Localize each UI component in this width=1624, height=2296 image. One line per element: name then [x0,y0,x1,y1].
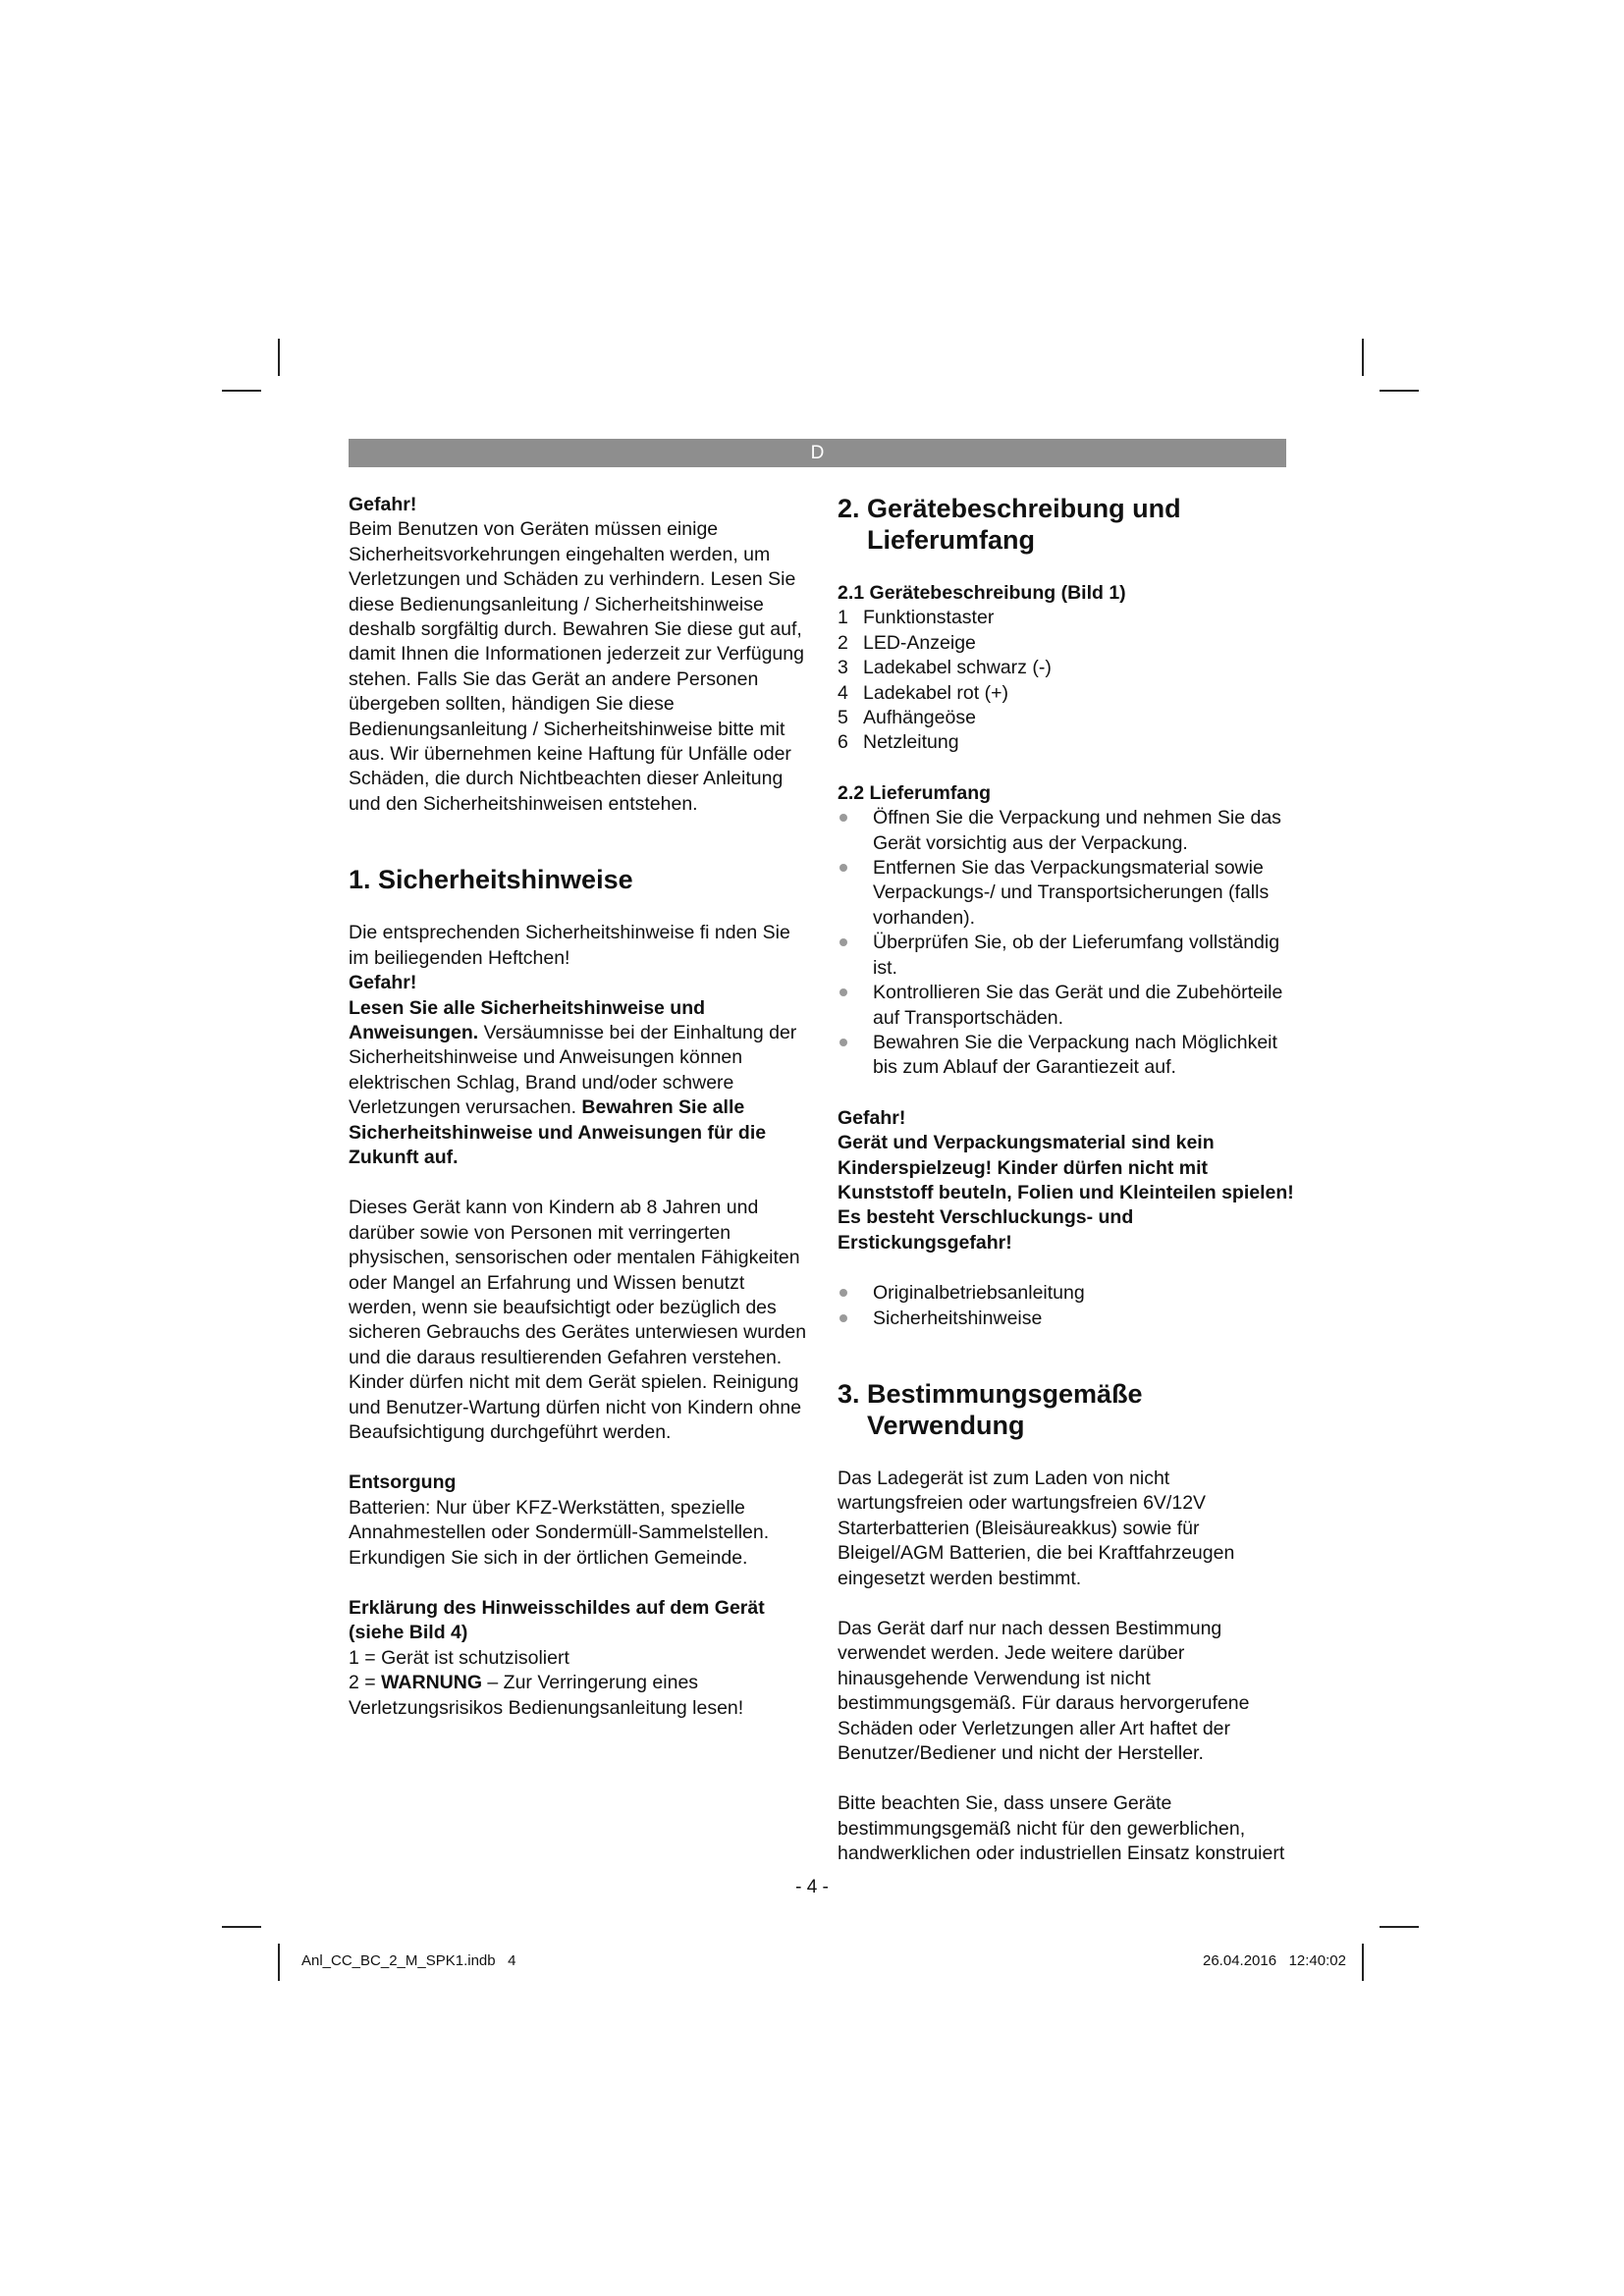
documents-list [838,1281,1294,1331]
crop-mark [278,1944,280,1981]
list-item: Überprüfen Sie, ob der Lieferumfang vollständig ist. [838,931,1294,981]
item-label: Netzleitung [863,731,959,754]
list-item [838,730,1294,755]
list-item: Bewahren Sie die Verpackung nach Möglichkeit bis zum Ablauf der Garantiezeit auf. [838,1031,1294,1081]
children-paragraph: Dieses Gerät kann von Kindern ab 8 Jahren und darüber sowie von Personen mit verringerten physischen, sensorischen oder mentalen Fähigkeiten oder Mangel an Erfahrung und Wissen benutzt werden, wenn sie beaufsichtigt oder bezüglich des sicheren Gebrauchs des Gerätes unterwiesen wurden und die daraus resultierenden Gefahren verstehen. Kinder dürfen nicht mit dem Gerät spielen. Reinigung und Benutzer-Wartung dürfen nicht von Kindern ohne Beaufsichtigung durchgeführt werden. [349,1197,807,1443]
crop-mark [1380,1926,1419,1928]
item-number: 6 [838,731,848,754]
section-number: 3. [838,1378,860,1409]
item-number: 4 [838,681,848,704]
section-title: Bestimmungsgemäße Verwendung [867,1378,1143,1440]
list-item: Entfernen Sie das Verpackungsmaterial sowie Verpackungs-/ und Transportsicherungen (falls vorhanden). [838,856,1294,931]
crop-mark [1380,390,1419,392]
section-title: Sicherheitshinweise [378,865,633,895]
footer-timestamp: 26.04.2016 12:40:02 [1203,1952,1346,1969]
crop-mark [1362,1944,1364,1981]
safety-intro: Die entsprechenden Sicherheitshinweise fi nden Sie im beiliegenden Heftchen! [349,922,790,969]
item-number: 2 [838,631,848,654]
sign-item-text: – Zur Verringerung eines Verletzungsrisikos Bedienungsanleitung lesen! [349,1672,744,1719]
item-label: LED-Anzeige [863,631,976,654]
item-label: Ladekabel schwarz (-) [863,657,1052,679]
danger-title: Gefahr! [349,494,417,515]
list-item: Öffnen Sie die Verpackung und nehmen Sie das Gerät vorsichtig aus der Verpackung. [838,806,1294,856]
item-number: 5 [838,707,848,729]
section-number: 1. [349,865,371,895]
list-item [838,631,1294,656]
warning-text: Versäumnisse bei der Einhaltung der Sicherheitshinweise und Anweisungen können elektrischen Schlag, Brand und/oder schwere Verletzungen verursachen. [349,1021,797,1119]
sign-item-prefix: 2 = [349,1672,382,1694]
disposal-text: Batterien: Nur über KFZ-Werkstätten, spezielle Annahmestellen oder Sondermüll-Sammelstellen. Erkundigen Sie sich in der örtlichen Gemeinde. [349,1496,770,1569]
sign-explanation-title: Erklärung des Hinweisschildes auf dem Gerät (siehe Bild 4) [349,1597,765,1644]
safety-warning [349,996,810,1171]
delivery-list [838,806,1294,1080]
danger-text: Gerät und Verpackungsmaterial sind kein Kinderspielzeug! Kinder dürfen nicht mit Kunststoff beuteln, Folien und Kleinteilen spielen! Es besteht Verschluckungs- und Erstickungsgefahr! [838,1132,1294,1254]
warning-bold: Lesen Sie alle Sicherheitshinweise und Anweisungen. [349,996,706,1043]
sign-item-1: 1 = Gerät ist schutzisoliert [349,1646,569,1669]
language-header-bar [349,439,1286,467]
crop-mark [222,390,261,392]
disposal-title: Entsorgung [349,1471,457,1494]
sign-item-2 [349,1671,810,1721]
item-label: Funktionstaster [863,607,995,629]
list-item: Originalbetriebsanleitung [838,1281,1294,1306]
footer-filename: Anl_CC_BC_2_M_SPK1.indb 4 [301,1952,516,1969]
section-2-heading [838,493,1294,556]
item-number: 3 [838,657,848,679]
intended-use-paragraph: Bitte beachten Sie, dass unsere Geräte bestimmungsgemäß nicht für den gewerblichen, handwerklichen oder industriellen Einsatz konstruiert [838,1792,1285,1865]
language-code: D [810,443,825,463]
intended-use-paragraph: Das Gerät darf nur nach dessen Bestimmung verwendet werden. Jede weitere darüber hinausgehende Verwendung ist nicht bestimmungsgemäß. Für daraus hervorgerufene Schäden oder Verletzungen aller Art haftet der Benutzer/Bediener und nicht der Hersteller. [838,1618,1250,1765]
right-column [838,493,1294,1867]
danger-title: Gefahr! [349,972,417,994]
warning-bold: Bewahren Sie alle Sicherheitshinweise und Anweisungen für die Zukunft auf. [349,1096,767,1168]
list-item [838,606,1294,630]
page-number: - 4 - [795,1877,829,1897]
section-3-heading [838,1378,1294,1441]
subsection-2-1-title: 2.1 Gerätebeschreibung (Bild 1) [838,582,1126,604]
warning-label: WARNUNG [381,1672,482,1694]
left-column [349,493,810,1721]
section-title: Gerätebeschreibung und Lieferumfang [867,494,1181,555]
danger-text: Beim Benutzen von Geräten müssen einige Sicherheitsvorkehrungen eingehalten werden, um Verletzungen und Schäden zu verhindern. Lesen Sie diese Bedienungsanleitung / Sicherheitshinweise deshalb sorgfältig durch. Bewahren Sie diese gut auf, damit Ihnen die Informationen jederzeit zur Verfügung stehen. Falls Sie das Gerät an andere Personen übergeben sollten, händigen Sie diese Bedienungsanleitung / Sicherheitshinweise bitte mit aus. Wir übernehmen keine Haftung für Unfälle oder Schäden, die durch Nichtbeachten dieser Anleitung und den Sicherheitshinweisen entstehen. [349,518,804,815]
crop-mark [222,1926,261,1928]
crop-mark [1362,339,1364,376]
crop-mark [278,339,280,376]
list-item: Sicherheitshinweise [838,1307,1294,1331]
parts-list [838,606,1294,755]
section-number: 2. [838,494,860,523]
item-label: Aufhängeöse [863,707,976,729]
danger-title: Gefahr! [838,1106,906,1129]
list-item [838,706,1294,730]
list-item [838,656,1294,680]
list-item: Kontrollieren Sie das Gerät und die Zubehörteile auf Transportschäden. [838,981,1294,1031]
item-label: Ladekabel rot (+) [863,681,1008,704]
intended-use-paragraph: Das Ladegerät ist zum Laden von nicht wartungsfreien oder wartungsfreien 6V/12V Starterbatterien (Bleisäureakkus) sowie für Bleigel/AGM Batterien, die bei Kraftfahrzeugen eingesetzt werden bestimmt. [838,1467,1235,1589]
subsection-2-2-title: 2.2 Lieferumfang [838,781,992,804]
item-number: 1 [838,607,848,629]
section-1-heading [349,864,810,895]
list-item [838,681,1294,706]
